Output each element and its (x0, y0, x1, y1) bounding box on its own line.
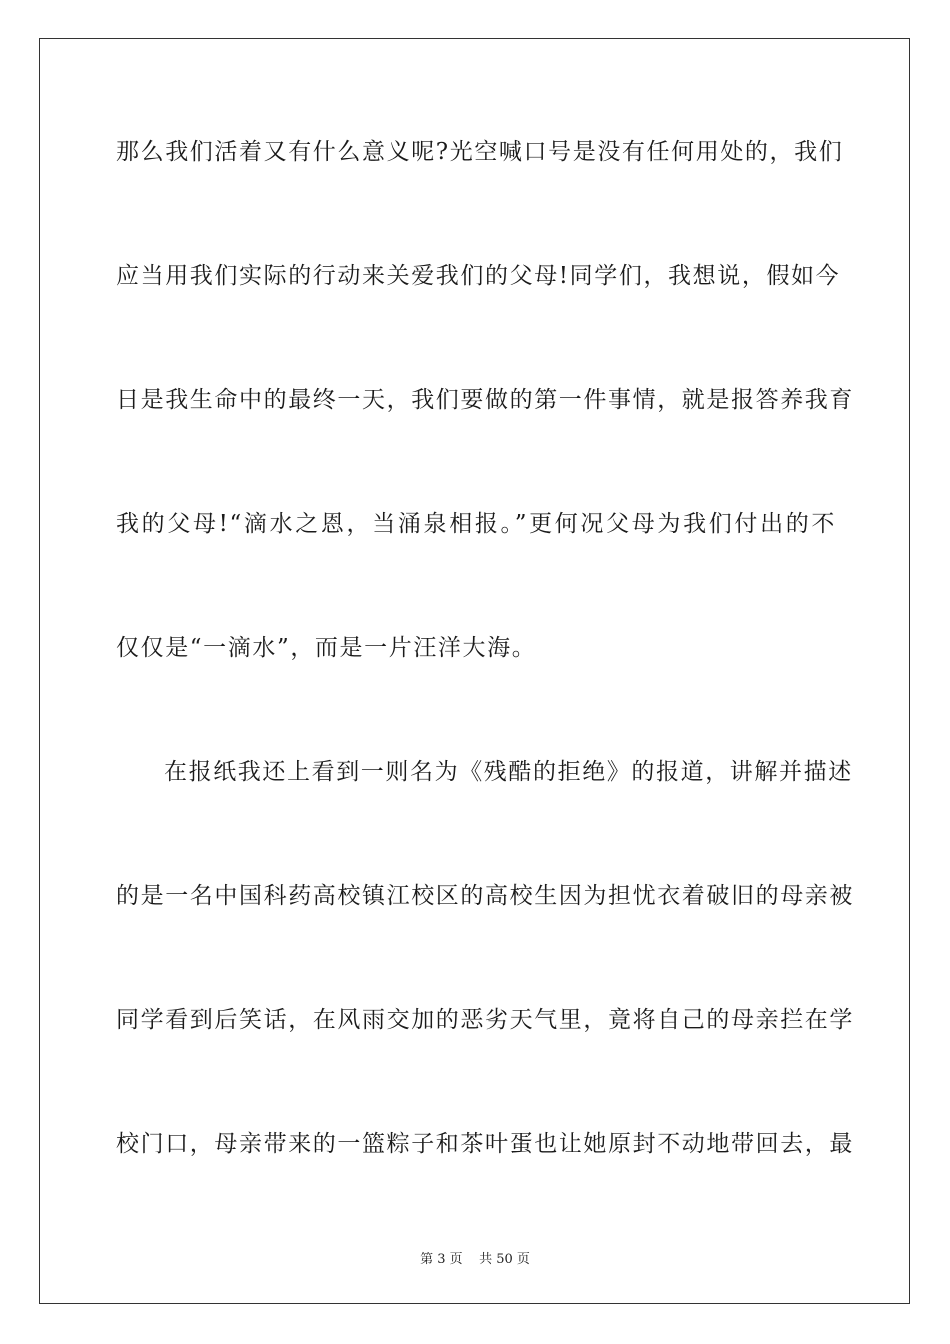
text-line-7: 的是一名中国科药高校镇江校区的高校生因为担忧衣着破旧的母亲被 (116, 883, 854, 909)
text-line-2: 应当用我们实际的行动来关爱我们的父母!同学们，我想说，假如今 (116, 263, 841, 289)
text-line-8: 同学看到后笑话，在风雨交加的恶劣天气里，竟将自己的母亲拦在学 (116, 1007, 854, 1033)
text-line-6-paragraph-start: 在报纸我还上看到一则名为《残酷的拒绝》的报道，讲解并描述 (164, 759, 853, 785)
text-line-1: 那么我们活着又有什么意义呢?光空喊口号是没有任何用处的，我们 (116, 139, 844, 165)
text-line-4: 我的父母!“滴水之恩，当涌泉相报。”更何况父母为我们付出的不 (116, 511, 836, 537)
text-line-3: 日是我生命中的最终一天，我们要做的第一件事情，就是报答养我育 (116, 387, 854, 413)
page-border (39, 38, 910, 1304)
text-line-9: 校门口，母亲带来的一篮粽子和茶叶蛋也让她原封不动地带回去，最 (116, 1131, 854, 1157)
text-line-5: 仅仅是“一滴水”，而是一片汪洋大海。 (116, 635, 537, 661)
page-number-footer: 第 3 页 共 50 页 (420, 1252, 530, 1267)
